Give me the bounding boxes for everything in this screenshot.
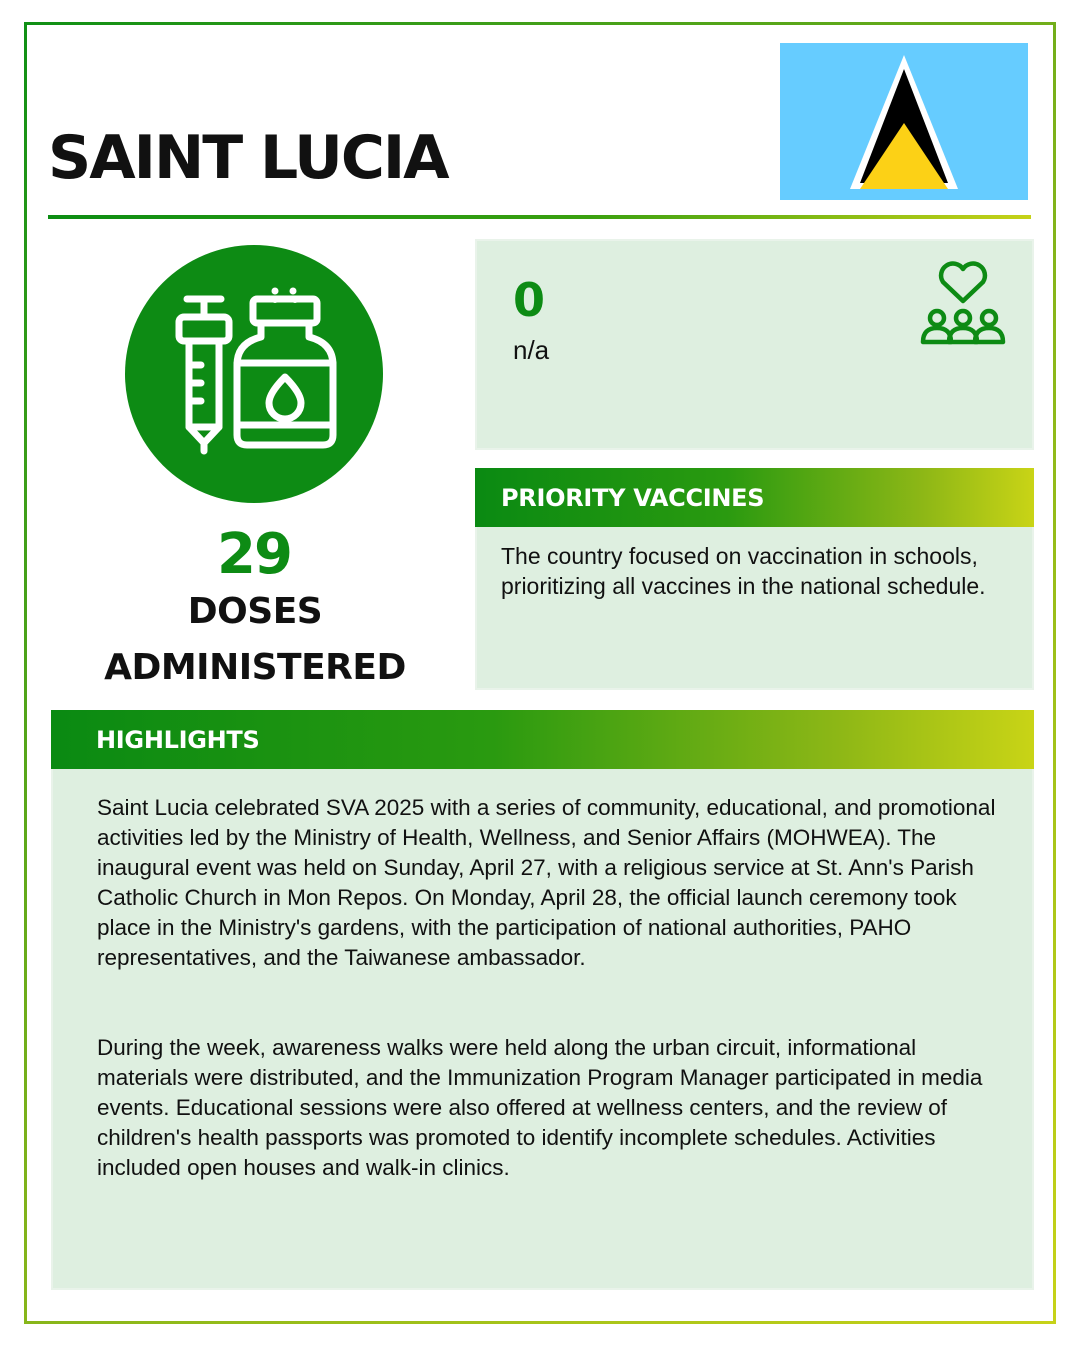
title-divider (48, 215, 1031, 219)
country-title: SAINT LUCIA (48, 123, 448, 193)
priority-vaccines-panel (475, 527, 1034, 690)
heart-over-people-icon (917, 255, 1013, 347)
highlights-paragraph-1: Saint Lucia celebrated SVA 2025 with a series of community, educational, and promotional activities led by the Ministry of Health, Wellness, and Senior Affairs (MOHWEA). The inaugural event was held on Sunday, April 27, with a religious service at St. Ann's Parish Catholic Church in Mon Repos. On Monday, April 28, the official launch ceremony took place in the Ministry's gardens, with the participation of national authorities, PAHO representatives, and the Taiwanese ambassador. (97, 795, 996, 970)
saint-lucia-flag (780, 43, 1028, 200)
highlights-heading: HIGHLIGHTS (96, 726, 260, 754)
priority-vaccines-header (475, 468, 1034, 527)
highlights-panel (51, 769, 1034, 1290)
doses-value: 29 (217, 522, 291, 587)
priority-vaccines-text: The country focused on vaccination in schools, prioritizing all vaccines in the national schedule. (501, 543, 986, 599)
stat-label: n/a (513, 335, 550, 365)
stat-panel (475, 239, 1034, 450)
stat-value: 0 (513, 273, 546, 327)
highlights-header (51, 710, 1034, 769)
doses-label (75, 584, 435, 696)
syringe-and-vial-icon (125, 245, 383, 503)
priority-vaccines-heading: PRIORITY VACCINES (501, 484, 765, 512)
highlights-paragraph-2: During the week, awareness walks were held along the urban circuit, informational materials were distributed, and the Immunization Program Manager participated in media events. Educational sessions were also offered at wellness centers, and the review of children's health passports was promoted to identify incomplete schedules. Activities included open houses and walk-in clinics. (97, 1035, 983, 1180)
doses-icon-circle (125, 245, 383, 503)
doses-label-line2: ADMINISTERED (104, 647, 406, 688)
doses-label-line1: DOSES (187, 591, 323, 632)
